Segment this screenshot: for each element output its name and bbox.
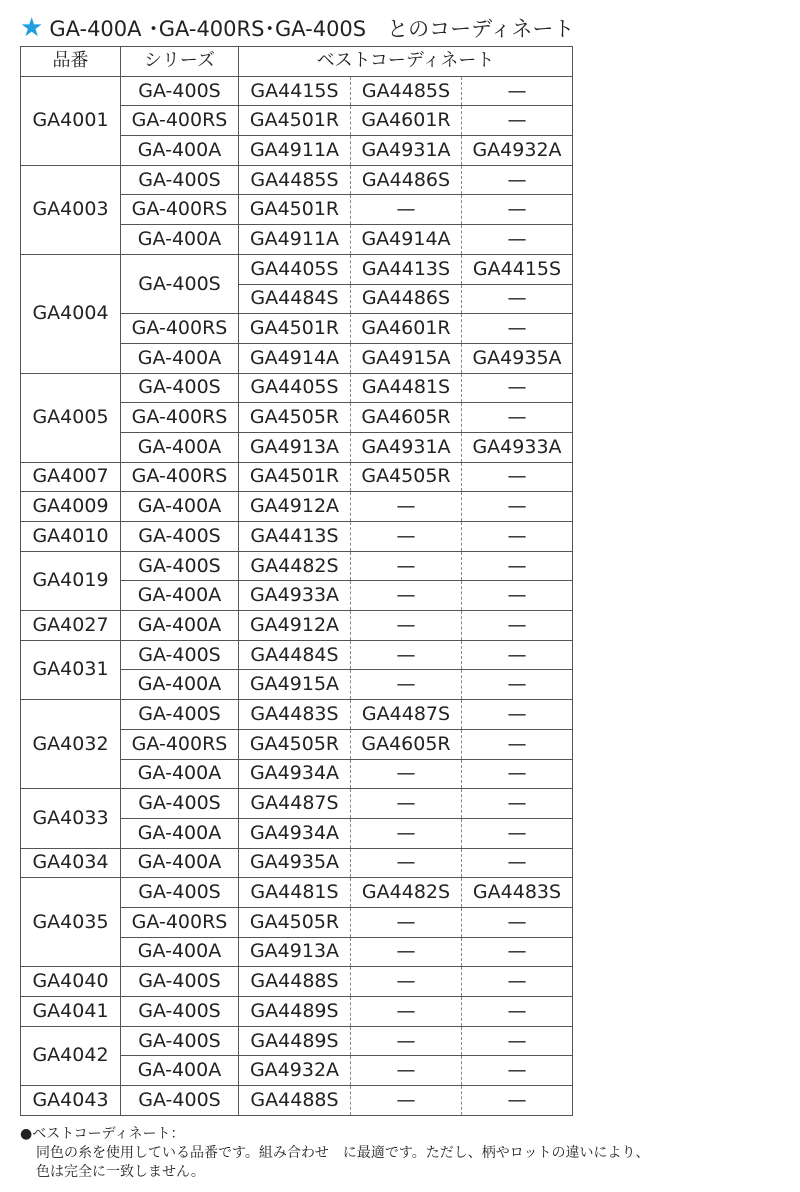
series-cell: GA-400A: [121, 225, 239, 255]
series-cell: GA-400S: [121, 76, 239, 106]
table-row: [21, 789, 573, 819]
coordinate-cell: GA4915A: [239, 670, 351, 700]
coordinate-cell: GA4483S: [462, 878, 573, 908]
empty-coordinate-cell: —: [462, 225, 573, 255]
table-row: [21, 878, 573, 908]
coordinate-cell: GA4933A: [239, 581, 351, 611]
series-cell: GA-400RS: [121, 403, 239, 433]
series-cell: GA-400S: [121, 878, 239, 908]
coordinate-cell: GA4405S: [239, 373, 351, 403]
series-cell: GA-400A: [121, 1056, 239, 1086]
empty-coordinate-cell: —: [462, 106, 573, 136]
title-text: GA-400A ･GA-400RS･GA-400S とのコーディネート: [49, 17, 575, 41]
table-row: [21, 997, 573, 1027]
empty-coordinate-cell: —: [462, 551, 573, 581]
empty-coordinate-cell: —: [351, 1086, 462, 1116]
empty-coordinate-cell: —: [462, 1026, 573, 1056]
coordinate-cell: GA4489S: [239, 997, 351, 1027]
coordinate-cell: GA4481S: [351, 373, 462, 403]
empty-coordinate-cell: —: [462, 818, 573, 848]
coordinate-cell: GA4913A: [239, 937, 351, 967]
series-cell: GA-400S: [121, 254, 239, 313]
empty-coordinate-cell: —: [351, 907, 462, 937]
series-cell: GA-400A: [121, 136, 239, 166]
coordinate-cell: GA4484S: [239, 284, 351, 314]
product-number-cell: GA4035: [21, 878, 121, 967]
table-body: [21, 76, 573, 1115]
empty-coordinate-cell: —: [462, 670, 573, 700]
coordinate-cell: GA4911A: [239, 225, 351, 255]
product-number-cell: GA4033: [21, 789, 121, 848]
empty-coordinate-cell: —: [351, 195, 462, 225]
empty-coordinate-cell: —: [462, 373, 573, 403]
series-cell: GA-400RS: [121, 106, 239, 136]
series-cell: GA-400A: [121, 759, 239, 789]
coordinate-cell: GA4485S: [351, 76, 462, 106]
series-cell: GA-400S: [121, 700, 239, 730]
product-number-cell: GA4041: [21, 997, 121, 1027]
page-title: [20, 12, 574, 44]
coordinate-cell: GA4605R: [351, 729, 462, 759]
coordinate-cell: GA4505R: [351, 462, 462, 492]
product-number-cell: GA4005: [21, 373, 121, 462]
coordinate-cell: GA4935A: [239, 848, 351, 878]
series-cell: GA-400S: [121, 165, 239, 195]
coordinate-cell: GA4601R: [351, 314, 462, 344]
table-row: [21, 462, 573, 492]
empty-coordinate-cell: —: [351, 818, 462, 848]
product-number-cell: GA4042: [21, 1026, 121, 1085]
table-row: [21, 611, 573, 641]
coordinate-cell: GA4482S: [351, 878, 462, 908]
series-cell: GA-400A: [121, 343, 239, 373]
empty-coordinate-cell: —: [462, 1086, 573, 1116]
coordinate-cell: GA4501R: [239, 462, 351, 492]
empty-coordinate-cell: —: [351, 522, 462, 552]
table-row: [21, 492, 573, 522]
empty-coordinate-cell: —: [462, 611, 573, 641]
empty-coordinate-cell: —: [462, 907, 573, 937]
empty-coordinate-cell: —: [462, 462, 573, 492]
series-cell: GA-400S: [121, 640, 239, 670]
coordinate-cell: GA4932A: [462, 136, 573, 166]
coordinate-cell: GA4415S: [239, 76, 351, 106]
product-number-cell: GA4003: [21, 165, 121, 254]
coordinate-cell: GA4934A: [239, 759, 351, 789]
product-number-cell: GA4007: [21, 462, 121, 492]
series-cell: GA-400A: [121, 818, 239, 848]
coordinate-table: [20, 46, 573, 1116]
coordinate-cell: GA4501R: [239, 195, 351, 225]
coordinate-cell: GA4505R: [239, 729, 351, 759]
coordinate-cell: GA4415S: [462, 254, 573, 284]
empty-coordinate-cell: —: [351, 581, 462, 611]
coordinate-cell: GA4605R: [351, 403, 462, 433]
empty-coordinate-cell: —: [462, 314, 573, 344]
coordinate-cell: GA4912A: [239, 492, 351, 522]
header-product-number: 品番: [21, 47, 121, 77]
coordinate-cell: GA4501R: [239, 314, 351, 344]
coordinate-cell: GA4931A: [351, 136, 462, 166]
table-row: [21, 76, 573, 106]
series-cell: GA-400A: [121, 848, 239, 878]
empty-coordinate-cell: —: [351, 611, 462, 641]
table-row: [21, 967, 573, 997]
table-row: [21, 522, 573, 552]
product-number-cell: GA4004: [21, 254, 121, 373]
series-cell: GA-400RS: [121, 462, 239, 492]
product-number-cell: GA4032: [21, 700, 121, 789]
series-cell: GA-400A: [121, 937, 239, 967]
table-row: [21, 373, 573, 403]
empty-coordinate-cell: —: [351, 1026, 462, 1056]
series-cell: GA-400S: [121, 373, 239, 403]
coordinate-cell: GA4911A: [239, 136, 351, 166]
coordinate-cell: GA4487S: [239, 789, 351, 819]
footnote-line-1: 同色の糸を使用している品番です。組み合わせ に最適です。ただし、柄やロットの違いにより、: [36, 1145, 650, 1161]
table-row: [21, 700, 573, 730]
table-header-row: [21, 47, 573, 77]
empty-coordinate-cell: —: [462, 759, 573, 789]
empty-coordinate-cell: —: [462, 789, 573, 819]
coordinate-cell: GA4486S: [351, 165, 462, 195]
coordinate-cell: GA4413S: [351, 254, 462, 284]
series-cell: GA-400S: [121, 1086, 239, 1116]
product-number-cell: GA4010: [21, 522, 121, 552]
coordinate-cell: GA4487S: [351, 700, 462, 730]
table-row: [21, 640, 573, 670]
coordinate-cell: GA4914A: [239, 343, 351, 373]
coordinate-cell: GA4481S: [239, 878, 351, 908]
empty-coordinate-cell: —: [351, 997, 462, 1027]
product-number-cell: GA4034: [21, 848, 121, 878]
series-cell: GA-400A: [121, 670, 239, 700]
empty-coordinate-cell: —: [462, 700, 573, 730]
empty-coordinate-cell: —: [462, 581, 573, 611]
coordinate-cell: GA4915A: [351, 343, 462, 373]
series-cell: GA-400S: [121, 522, 239, 552]
footnote: [20, 1125, 790, 1182]
series-cell: GA-400A: [121, 492, 239, 522]
coordinate-cell: GA4505R: [239, 403, 351, 433]
empty-coordinate-cell: —: [462, 997, 573, 1027]
coordinate-cell: GA4914A: [351, 225, 462, 255]
coordinate-cell: GA4505R: [239, 907, 351, 937]
footnote-heading: ●ベストコーディネート：: [20, 1126, 185, 1142]
series-cell: GA-400S: [121, 789, 239, 819]
table-row: [21, 1086, 573, 1116]
coordinate-cell: GA4483S: [239, 700, 351, 730]
product-number-cell: GA4043: [21, 1086, 121, 1116]
coordinate-cell: GA4488S: [239, 967, 351, 997]
coordinate-cell: GA4488S: [239, 1086, 351, 1116]
coordinate-cell: GA4933A: [462, 432, 573, 462]
table-row: [21, 551, 573, 581]
empty-coordinate-cell: —: [351, 789, 462, 819]
empty-coordinate-cell: —: [462, 522, 573, 552]
table-row: [21, 254, 573, 284]
empty-coordinate-cell: —: [462, 403, 573, 433]
empty-coordinate-cell: —: [351, 759, 462, 789]
coordinate-cell: GA4485S: [239, 165, 351, 195]
empty-coordinate-cell: —: [462, 640, 573, 670]
coordinate-cell: GA4413S: [239, 522, 351, 552]
series-cell: GA-400A: [121, 611, 239, 641]
star-icon: ★: [20, 13, 44, 43]
coordinate-cell: GA4482S: [239, 551, 351, 581]
coordinate-cell: GA4501R: [239, 106, 351, 136]
empty-coordinate-cell: —: [462, 848, 573, 878]
empty-coordinate-cell: —: [462, 195, 573, 225]
empty-coordinate-cell: —: [462, 937, 573, 967]
coordinate-cell: GA4913A: [239, 432, 351, 462]
coordinate-cell: GA4405S: [239, 254, 351, 284]
header-series: シリーズ: [121, 47, 239, 77]
table-row: [21, 848, 573, 878]
empty-coordinate-cell: —: [462, 492, 573, 522]
table-row: [21, 1026, 573, 1056]
empty-coordinate-cell: —: [351, 848, 462, 878]
product-number-cell: GA4009: [21, 492, 121, 522]
table-row: [21, 165, 573, 195]
coordinate-cell: GA4484S: [239, 640, 351, 670]
series-cell: GA-400S: [121, 551, 239, 581]
product-number-cell: GA4040: [21, 967, 121, 997]
series-cell: GA-400S: [121, 997, 239, 1027]
series-cell: GA-400RS: [121, 195, 239, 225]
empty-coordinate-cell: —: [351, 492, 462, 522]
coordinate-cell: GA4601R: [351, 106, 462, 136]
empty-coordinate-cell: —: [462, 729, 573, 759]
empty-coordinate-cell: —: [351, 1056, 462, 1086]
series-cell: GA-400A: [121, 581, 239, 611]
series-cell: GA-400S: [121, 967, 239, 997]
product-number-cell: GA4027: [21, 611, 121, 641]
empty-coordinate-cell: —: [351, 640, 462, 670]
footnote-line-2: 色は完全に一致しません。: [36, 1164, 205, 1180]
series-cell: GA-400RS: [121, 729, 239, 759]
empty-coordinate-cell: —: [462, 76, 573, 106]
empty-coordinate-cell: —: [462, 284, 573, 314]
series-cell: GA-400RS: [121, 314, 239, 344]
empty-coordinate-cell: —: [351, 670, 462, 700]
empty-coordinate-cell: —: [351, 967, 462, 997]
coordinate-cell: GA4935A: [462, 343, 573, 373]
coordinate-cell: GA4912A: [239, 611, 351, 641]
empty-coordinate-cell: —: [351, 551, 462, 581]
empty-coordinate-cell: —: [462, 1056, 573, 1086]
coordinate-cell: GA4931A: [351, 432, 462, 462]
product-number-cell: GA4019: [21, 551, 121, 610]
product-number-cell: GA4001: [21, 76, 121, 165]
product-number-cell: GA4031: [21, 640, 121, 699]
series-cell: GA-400S: [121, 1026, 239, 1056]
coordinate-cell: GA4486S: [351, 284, 462, 314]
empty-coordinate-cell: —: [462, 967, 573, 997]
coordinate-cell: GA4934A: [239, 818, 351, 848]
coordinate-cell: GA4932A: [239, 1056, 351, 1086]
series-cell: GA-400A: [121, 432, 239, 462]
coordinate-cell: GA4489S: [239, 1026, 351, 1056]
empty-coordinate-cell: —: [351, 937, 462, 967]
series-cell: GA-400RS: [121, 907, 239, 937]
header-best-coordinate: ベストコーディネート: [239, 47, 573, 77]
empty-coordinate-cell: —: [462, 165, 573, 195]
